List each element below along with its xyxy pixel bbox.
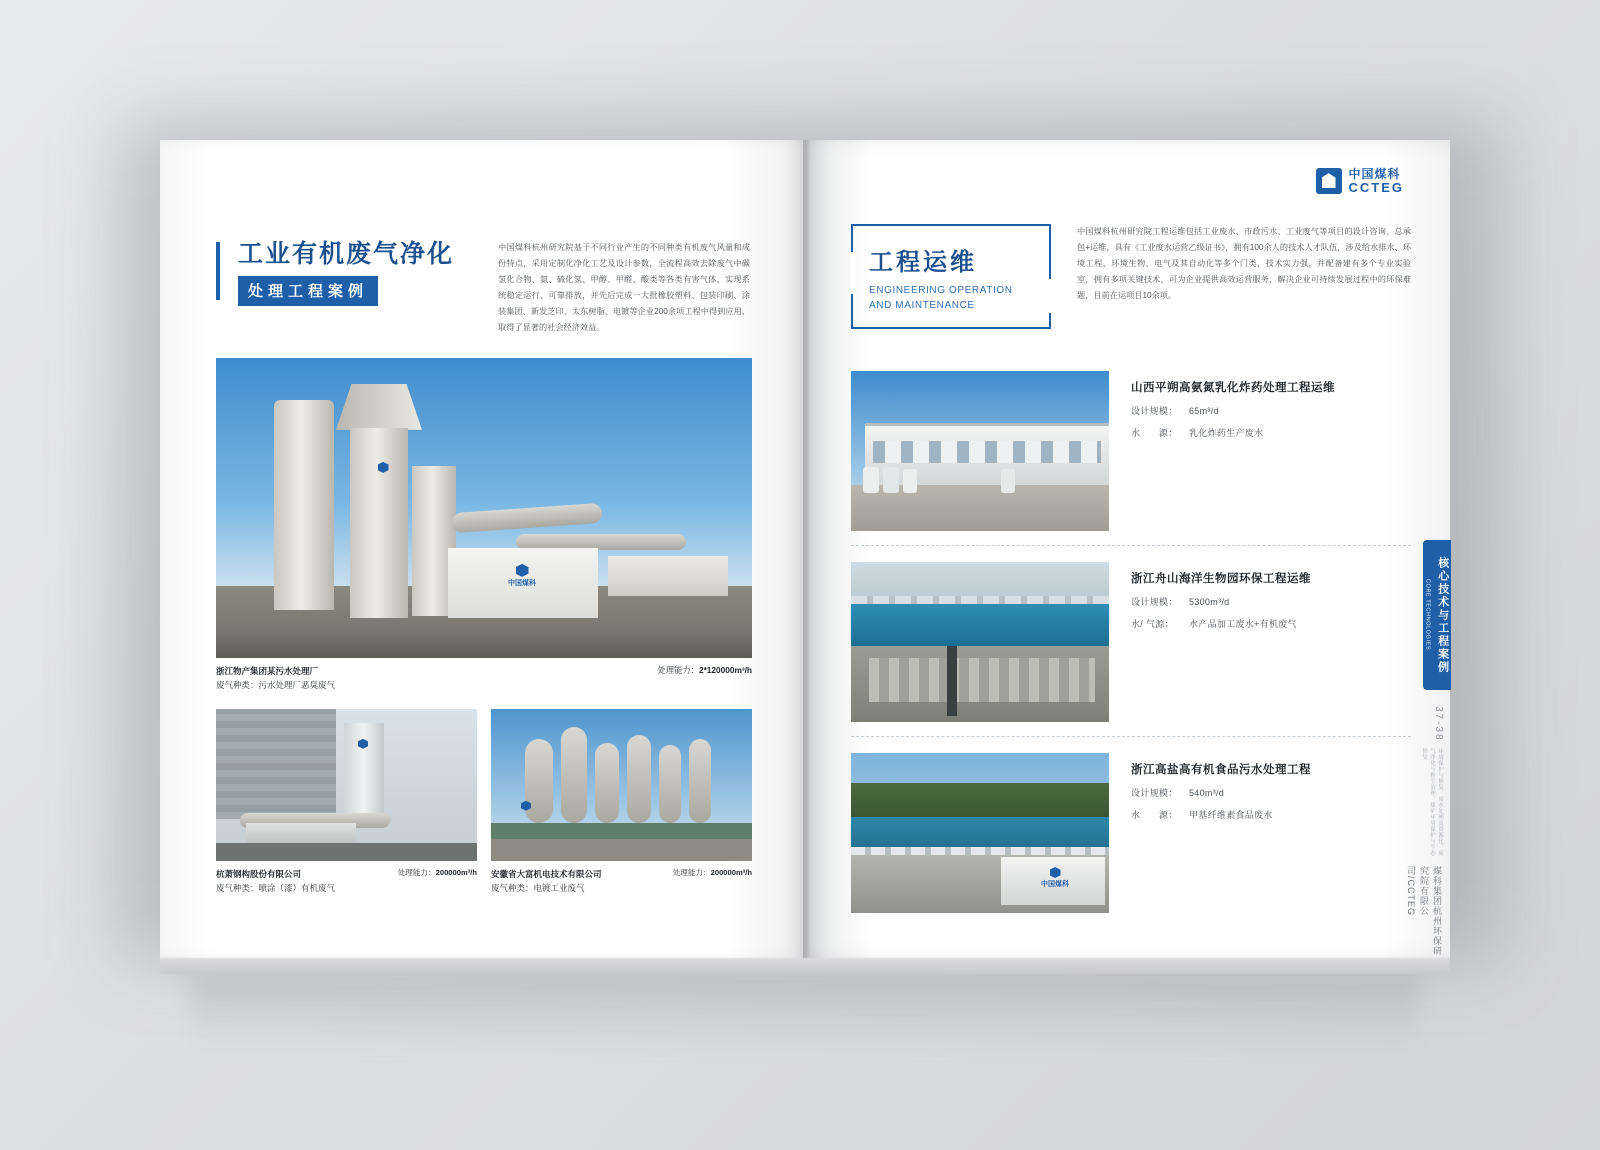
main-photo-caption-sub: 废气种类：污水处理厂恶臭废气 (216, 680, 336, 691)
case2-row2-value: 水产品加工废水+有机废气 (1189, 619, 1297, 629)
photo2-caption-title: 杭萧钢构股份有限公司 (216, 868, 302, 879)
case3-row-2 (1131, 808, 1411, 821)
right-title-box (851, 224, 1051, 329)
photo2-metric-value: 200000m³/h (435, 867, 477, 877)
main-photo-metric (657, 664, 752, 676)
photo3-logo (511, 801, 541, 812)
photo3-ground (491, 839, 752, 861)
main-photo-caption (216, 664, 335, 693)
side-tab-en (1423, 579, 1431, 650)
brand-name-cn: 中国煤科 (1348, 167, 1401, 181)
case3-photo (851, 753, 1109, 913)
case2-photo (851, 562, 1109, 722)
photo-vignette (216, 632, 752, 658)
case3-trees (851, 783, 1109, 817)
right-intro-text: 中国煤科杭州研究院工程运维包括工业废水、市政污水、工业废气等项目的设计咨询、总承包+运维，具有《工业废水运营乙级证书》，拥有100余人的技术人才队伍，涉及给水排水、环境工程、环境生物、电气及其自动化等多个门类，技术实力强，并配备建有多个专业实验室，拥有多项关键技术，可为企业提供高效运营服务，解决企业可持续发展过程中的环保难题，目前在运项目10余项。 (1077, 227, 1411, 300)
photo3-caption-row (491, 867, 752, 896)
case3-railing (851, 847, 1109, 855)
left-intro-text: 中国煤科杭州研究院基于不同行业产生的不同种类有机废气风量和成份特点，采用定制化净化工艺及设计参数，全流程高效去除废气中碳氢化合物、氨、硫化氢、甲醇、甲醛、酸类等各类有害气体，实现系统稳定运行、可靠排放，并先后完成一大批橡胶塑料、包装印刷、涂装集团、新发芝印、太东树脂、电镀等企业200余项工程中得到应用，取得了显著的社会经济效益。 (498, 243, 750, 332)
case2-row1-key: 设计规模： (1131, 597, 1178, 607)
case3-logo-watermark: 中国煤科 (1027, 867, 1083, 889)
right-page-title: 工程运维 (869, 249, 977, 276)
brand-logo (1316, 168, 1405, 194)
case1-title: 山西平朔高氨氮乳化炸药处理工程运维 (1131, 382, 1335, 394)
photo2-caption-row (216, 867, 477, 896)
left-content (216, 240, 752, 896)
photo3-metric-label: 处理能力： (672, 867, 711, 877)
case2-row1-value: 5300m³/d (1189, 597, 1230, 607)
photo3-caption-sub: 废气种类：电镀工业废气 (491, 883, 585, 894)
right-page (805, 140, 1450, 960)
case1-row2-key: 水 源： (1131, 428, 1178, 438)
side-tab-cn: 核心技术与工程案例 (1436, 556, 1449, 674)
left-photo-row (216, 709, 752, 896)
photo3-caption (491, 867, 602, 896)
main-photo-caption-row (216, 664, 752, 693)
case2-title: 浙江舟山海洋生物园环保工程运维 (1131, 573, 1311, 585)
case1-tank-4 (1001, 469, 1015, 493)
case1-row1-value: 65m³/d (1189, 406, 1219, 416)
photo3-deck (491, 823, 752, 839)
right-header (851, 224, 1411, 329)
left-title-block (216, 240, 476, 336)
photo-building-2 (608, 556, 728, 596)
steel-structure-photo (216, 709, 477, 861)
electroplating-photo (491, 709, 752, 861)
case2-row-2 (1131, 617, 1411, 630)
photo3-stack-4 (627, 735, 651, 823)
photo-logo-watermark: 中国煤科 (490, 564, 554, 588)
ccteg-hex-icon (1316, 168, 1342, 194)
case3-title: 浙江高盐高有机食品污水处理工程 (1131, 764, 1311, 776)
case2-text (1131, 562, 1411, 630)
page-footer (1405, 748, 1444, 960)
case-gaoyan-food (851, 736, 1411, 913)
book-gutter (803, 140, 811, 960)
photo3-caption-title: 安徽省大富机电技术有限公司 (491, 868, 602, 879)
case3-row1-value: 540m³/d (1189, 788, 1225, 798)
case2-water (851, 602, 1109, 646)
floor-reflection (190, 972, 1420, 1052)
title-accent-bar (216, 242, 220, 300)
photo3-metric (673, 867, 752, 878)
page-title: 工业有机废气净化 (238, 240, 455, 268)
case1-windows (873, 441, 1101, 463)
photo2-mesh-wall (216, 709, 336, 819)
main-photo-caption-title: 浙江物产集团某污水处理厂 (216, 665, 319, 676)
brand-name-en: CCTEG (1348, 179, 1404, 195)
open-brochure (160, 140, 1450, 960)
right-title-en-line2: AND MAINTENANCE (869, 300, 975, 311)
photo3-stack-6 (689, 739, 711, 823)
case2-row-1 (1131, 595, 1411, 608)
brand-text (1349, 168, 1405, 194)
case1-tank-1 (863, 467, 879, 493)
main-photo-metric-value: 2*120000m³/h (698, 664, 752, 675)
case2-pipe-vertical (947, 646, 957, 716)
photo2-metric-label: 处理能力： (397, 867, 436, 877)
case-shanxi-pingshuo (851, 355, 1411, 531)
case1-text (1131, 371, 1411, 439)
case1-photo (851, 371, 1109, 531)
case3-row1-key: 设计规模： (1131, 788, 1178, 798)
right-page-title-en (869, 283, 1039, 313)
case1-row2-value: 乳化炸药生产废水 (1189, 428, 1264, 438)
photo-tower-1 (274, 400, 334, 610)
case3-row-1 (1131, 786, 1411, 799)
photo2-ground (216, 843, 477, 861)
case2-grating (869, 658, 1095, 702)
case2-railing (851, 596, 1109, 604)
page-subtitle: 处理工程案例 (238, 276, 378, 306)
photo2-caption (216, 867, 335, 896)
side-tab-en-line1: CORE TECHNOLOGIES (1424, 579, 1431, 651)
photo2-caption-sub: 废气种类：喷涂（漆）有机废气 (216, 883, 336, 894)
case1-row1-key: 设计规模： (1131, 406, 1178, 416)
main-photo-metric-label: 处理能力： (657, 664, 699, 675)
photo3-metric-value: 200000m³/h (710, 867, 752, 877)
photo3-stack-3 (595, 743, 619, 823)
case1-row-1 (1131, 404, 1411, 417)
case3-row2-key: 水 源： (1131, 810, 1178, 820)
right-title-en-line1: ENGINEERING OPERATION (869, 285, 1013, 296)
photo3-stack-2 (561, 727, 587, 823)
case2-row2-key: 水/ 气源： (1131, 619, 1174, 629)
right-content (851, 224, 1411, 913)
left-page (160, 140, 805, 960)
photo-tower-2 (350, 428, 408, 618)
photo3-stack-5 (659, 745, 681, 823)
case3-text (1131, 753, 1411, 821)
photo-logo-tower (368, 462, 398, 474)
case1-tank-3 (903, 469, 917, 493)
case1-row-2 (1131, 426, 1411, 439)
left-photo-col-1 (216, 709, 477, 896)
photo2-tower (344, 723, 384, 819)
main-plant-photo (216, 358, 752, 658)
case-zhoushan-marine (851, 545, 1411, 722)
book-edge (160, 958, 1450, 974)
case1-tank-2 (883, 467, 899, 493)
footer-small-text: 环境保护与修复、废水处理及资源化、废气净化与粉尘治理、煤矿环境保护与生态修复 (1421, 748, 1443, 856)
photo2-logo (348, 739, 378, 750)
case3-row2-value: 甲基纤维素食品废水 (1189, 810, 1273, 820)
photo2-metric (398, 867, 477, 878)
footer-company: 煤科集团杭州环保研究院有限公司/CCTEG (1406, 866, 1442, 957)
section-side-tab (1423, 540, 1451, 690)
page-number: 37-38 (1433, 706, 1444, 742)
left-photo-col-2 (491, 709, 752, 896)
left-header (216, 240, 752, 336)
